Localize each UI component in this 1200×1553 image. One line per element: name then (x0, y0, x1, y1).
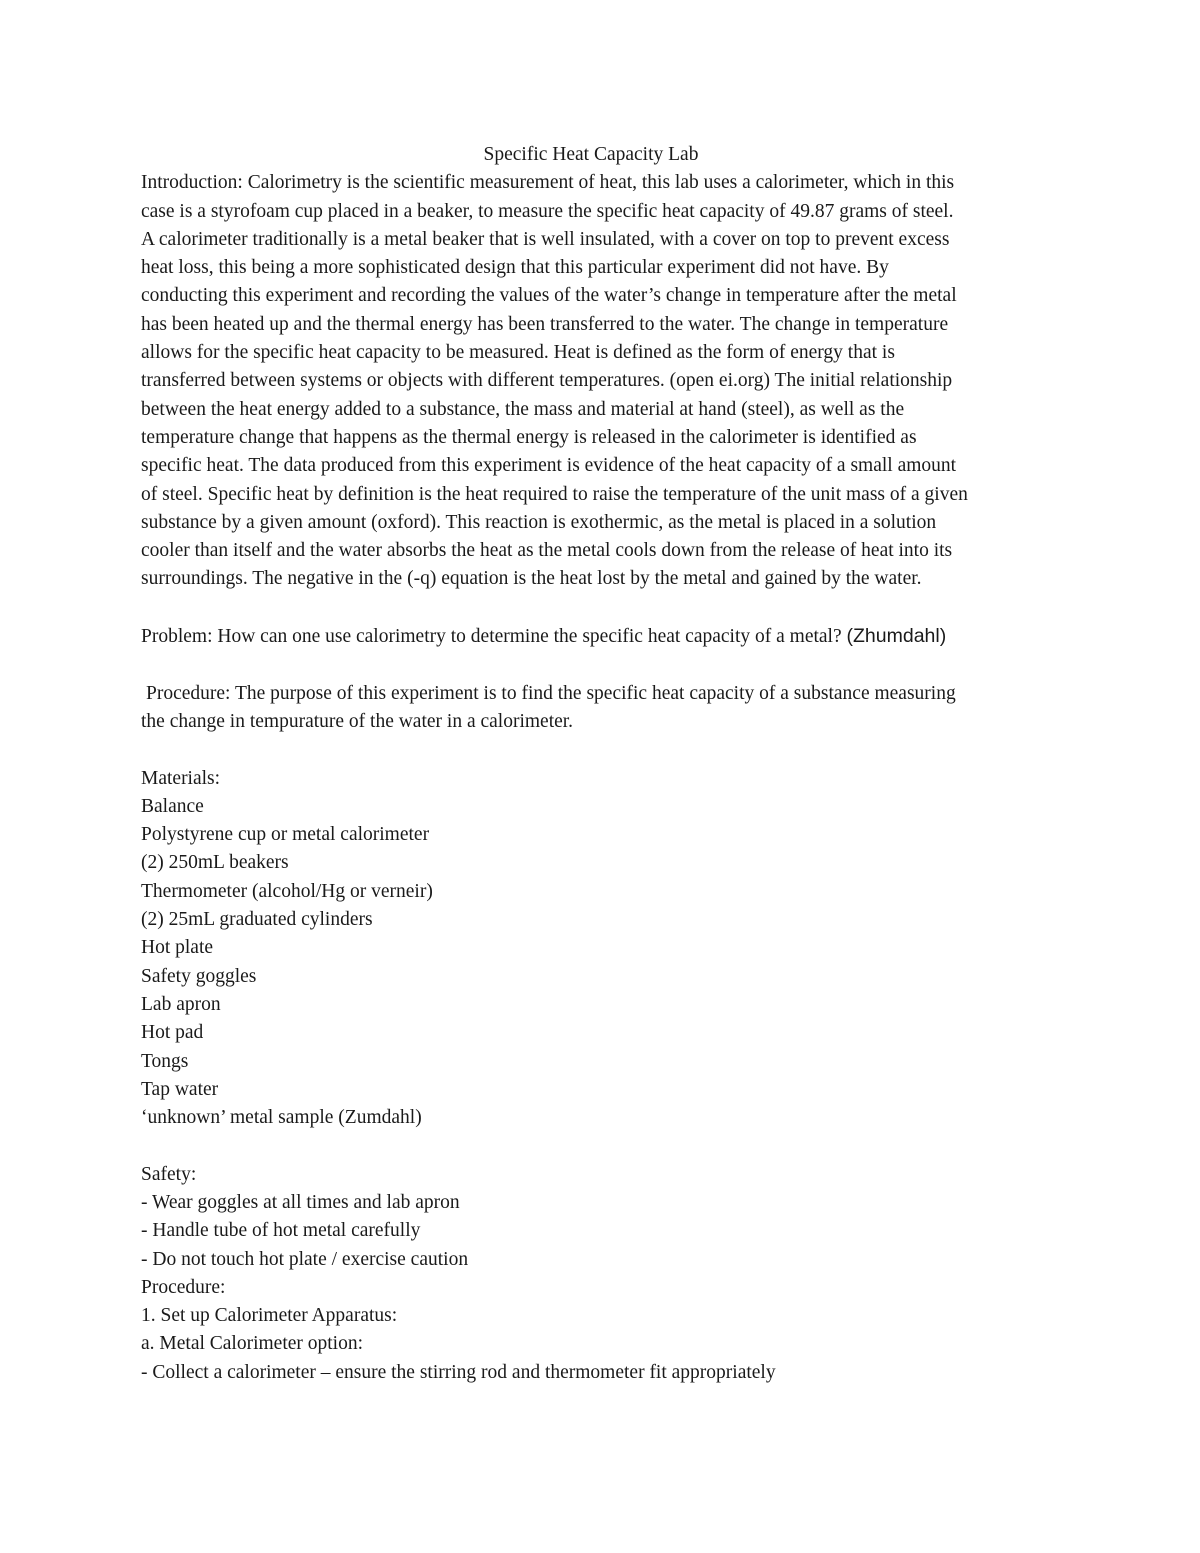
introduction-line: surroundings. The negative in the (-q) equation is the heat lost by the metal and gained by the water. (141, 568, 922, 590)
document-title: Specific Heat Capacity Lab (483, 144, 699, 165)
document-content (141, 141, 1061, 1387)
materials-item: Hot pad (141, 1022, 204, 1044)
introduction-line: heat loss, this being a more sophisticated design that this particular experiment did not have. By (141, 257, 889, 279)
introduction-line: Introduction: Calorimetry is the scientific measurement of heat, this lab uses a calorimeter, which in this (141, 172, 955, 194)
safety-heading: Safety: (141, 1163, 197, 1185)
procedure-step: 1. Set up Calorimeter Apparatus: (141, 1305, 398, 1327)
procedure-intro-line: the change in tempurature of the water in a calorimeter. (141, 710, 574, 732)
introduction-line: transferred between systems or objects with different temperatures. (open ei.org) The initial relationship (141, 370, 953, 392)
procedure-intro-paragraph (141, 680, 1061, 737)
materials-item: ‘unknown’ metal sample (Zumdahl) (141, 1107, 422, 1129)
procedure-heading: Procedure: (141, 1276, 226, 1298)
safety-section (141, 1161, 1061, 1274)
materials-item: (2) 250mL beakers (141, 852, 289, 874)
safety-item: - Wear goggles at all times and lab apron (141, 1191, 460, 1213)
introduction-line: has been heated up and the thermal energy has been transferred to the water. The change in temperature (141, 313, 949, 335)
procedure-intro-line: Procedure: The purpose of this experiment is to find the specific heat capacity of a substance measuring (146, 682, 956, 704)
introduction-paragraph (141, 169, 1061, 593)
materials-heading: Materials: (141, 767, 221, 789)
problem-paragraph (141, 622, 1061, 651)
materials-item: Safety goggles (141, 965, 257, 987)
introduction-line: of steel. Specific heat by definition is the heat required to raise the temperature of the unit mass of a given (141, 483, 968, 505)
procedure-step: a. Metal Calorimeter option: (141, 1333, 364, 1355)
procedure-step: - Collect a calorimeter – ensure the stirring rod and thermometer fit appropriately (141, 1361, 776, 1383)
safety-item: - Handle tube of hot metal carefully (141, 1220, 421, 1242)
introduction-line: temperature change that happens as the thermal energy is released in the calorimeter is identified as (141, 426, 917, 448)
materials-item: Tap water (141, 1078, 219, 1100)
materials-item: Tongs (141, 1050, 189, 1072)
materials-item: Hot plate (141, 937, 214, 959)
materials-section (141, 765, 1061, 1133)
introduction-line: between the heat energy added to a substance, the mass and material at hand (steel), as well as the (141, 398, 905, 420)
safety-item: - Do not touch hot plate / exercise caution (141, 1248, 469, 1270)
introduction-line: cooler than itself and the water absorbs the heat as the metal cools down from the release of heat into its (141, 540, 953, 562)
introduction-line: case is a styrofoam cup placed in a beaker, to measure the specific heat capacity of 49.87 grams of steel. (141, 200, 954, 222)
procedure-section (141, 1274, 1061, 1387)
introduction-line: substance by a given amount (oxford). This reaction is exothermic, as the metal is placed in a solution (141, 511, 937, 533)
introduction-line: allows for the specific heat capacity to be measured. Heat is defined as the form of energy that is (141, 342, 895, 364)
introduction-line: specific heat. The data produced from this experiment is evidence of the heat capacity of a small amount (141, 455, 957, 477)
problem-citation: (Zhumdahl) (846, 625, 947, 648)
materials-item: Thermometer (alcohol/Hg or verneir) (141, 880, 433, 902)
introduction-line: A calorimeter traditionally is a metal beaker that is well insulated, with a cover on top to prevent excess (141, 228, 950, 250)
materials-item: Polystyrene cup or metal calorimeter (141, 824, 430, 846)
problem-text: Problem: How can one use calorimetry to determine the specific heat capacity of a metal? (141, 626, 847, 648)
materials-item: Balance (141, 795, 204, 817)
materials-item: Lab apron (141, 993, 221, 1015)
materials-item: (2) 25mL graduated cylinders (141, 909, 373, 931)
introduction-line: conducting this experiment and recording the values of the water’s change in temperature after the metal (141, 285, 957, 307)
